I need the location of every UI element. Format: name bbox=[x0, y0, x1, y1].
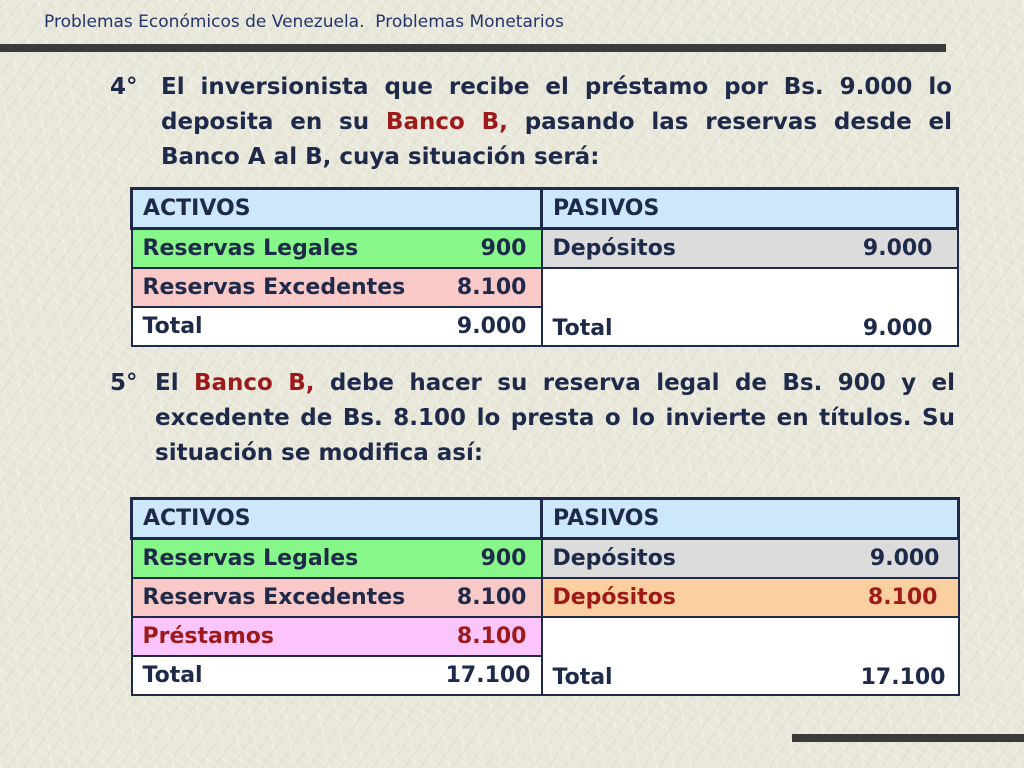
item-5-bank-highlight: Banco B, bbox=[193, 370, 315, 396]
t2-depositos-1-label: Depósitos bbox=[552, 546, 676, 571]
t2-reservas-legales-label: Reservas Legales bbox=[142, 546, 359, 571]
t2-depositos-row-1 bbox=[542, 539, 959, 579]
t2-prestamos-row bbox=[132, 617, 542, 656]
t1-total-activos-row bbox=[132, 307, 542, 346]
t1-reservas-legales-label: Reservas Legales bbox=[142, 236, 359, 261]
item-4-text bbox=[161, 70, 952, 175]
item-4-bank-highlight: Banco B, bbox=[385, 109, 508, 135]
t2-reservas-legales-row bbox=[132, 539, 542, 579]
t2-reservas-legales-value: 900 bbox=[480, 546, 527, 571]
t2-depositos-2-value: 8.100 bbox=[867, 585, 938, 610]
t2-depositos-2-label: Depósitos bbox=[552, 585, 676, 610]
t2-total-activos-value: 17.100 bbox=[445, 663, 531, 688]
t2-depositos-1-value: 9.000 bbox=[869, 546, 940, 571]
t2-total-activos-row bbox=[132, 656, 542, 695]
item-4-text-after: pasando las reservas desde el Banco A al B, cuya situación será: bbox=[161, 109, 952, 170]
item-4-text-before: El inversionista que recibe el préstamo por Bs. 9.000 lo deposita en su bbox=[161, 74, 952, 135]
t1-depositos-value: 9.000 bbox=[862, 236, 933, 261]
t2-prestamos-value: 8.100 bbox=[456, 624, 527, 649]
t1-depositos-label: Depósitos bbox=[552, 236, 676, 261]
balance-table-1 bbox=[130, 187, 959, 347]
t2-reservas-excedentes-value: 8.100 bbox=[456, 585, 527, 610]
t1-activos-header: ACTIVOS bbox=[132, 189, 542, 229]
item-5-number: 5° bbox=[110, 370, 138, 396]
t1-reservas-legales-row bbox=[132, 229, 542, 269]
t2-total-pasivos-cell bbox=[542, 617, 959, 695]
t2-reservas-excedentes-label: Reservas Excedentes bbox=[142, 585, 406, 610]
t2-total-activos-label: Total bbox=[142, 663, 203, 688]
item-5-paragraph bbox=[110, 366, 955, 471]
t2-pasivos-header: PASIVOS bbox=[542, 499, 959, 539]
footer-divider bbox=[792, 734, 1024, 742]
t1-reservas-legales-value: 900 bbox=[480, 236, 527, 261]
t1-total-pasivos-cell bbox=[542, 268, 958, 346]
t2-total-pasivos-label: Total bbox=[552, 665, 613, 690]
t1-total-activos-value: 9.000 bbox=[456, 314, 527, 339]
t1-reservas-excedentes-row bbox=[132, 268, 542, 307]
t2-reservas-excedentes-row bbox=[132, 578, 542, 617]
item-4-number: 4° bbox=[110, 74, 138, 100]
t1-reservas-excedentes-label: Reservas Excedentes bbox=[142, 275, 406, 300]
t1-total-pasivos-value: 9.000 bbox=[862, 316, 933, 341]
t2-depositos-row-2 bbox=[542, 578, 959, 617]
item-4-paragraph bbox=[110, 70, 952, 175]
t1-pasivos-header: PASIVOS bbox=[542, 189, 958, 229]
slide-header-title: Problemas Económicos de Venezuela. Problemas Monetarios bbox=[44, 12, 564, 32]
balance-table-2 bbox=[130, 497, 960, 696]
item-5-text-after: debe hacer su reserva legal de Bs. 900 y el excedente de Bs. 8.100 lo presta o lo invierte en títulos. Su situación se modifica así: bbox=[155, 370, 955, 466]
t1-depositos-row bbox=[542, 229, 958, 269]
item-5-text-before: El bbox=[155, 370, 194, 396]
t1-total-activos-label: Total bbox=[142, 314, 203, 339]
t2-prestamos-label: Préstamos bbox=[142, 624, 274, 649]
t2-activos-header: ACTIVOS bbox=[132, 499, 542, 539]
t1-reservas-excedentes-value: 8.100 bbox=[456, 275, 527, 300]
item-5-text bbox=[155, 366, 955, 471]
t1-total-pasivos-label: Total bbox=[552, 316, 613, 341]
t2-total-pasivos-value: 17.100 bbox=[860, 665, 946, 690]
header-divider bbox=[0, 44, 946, 52]
